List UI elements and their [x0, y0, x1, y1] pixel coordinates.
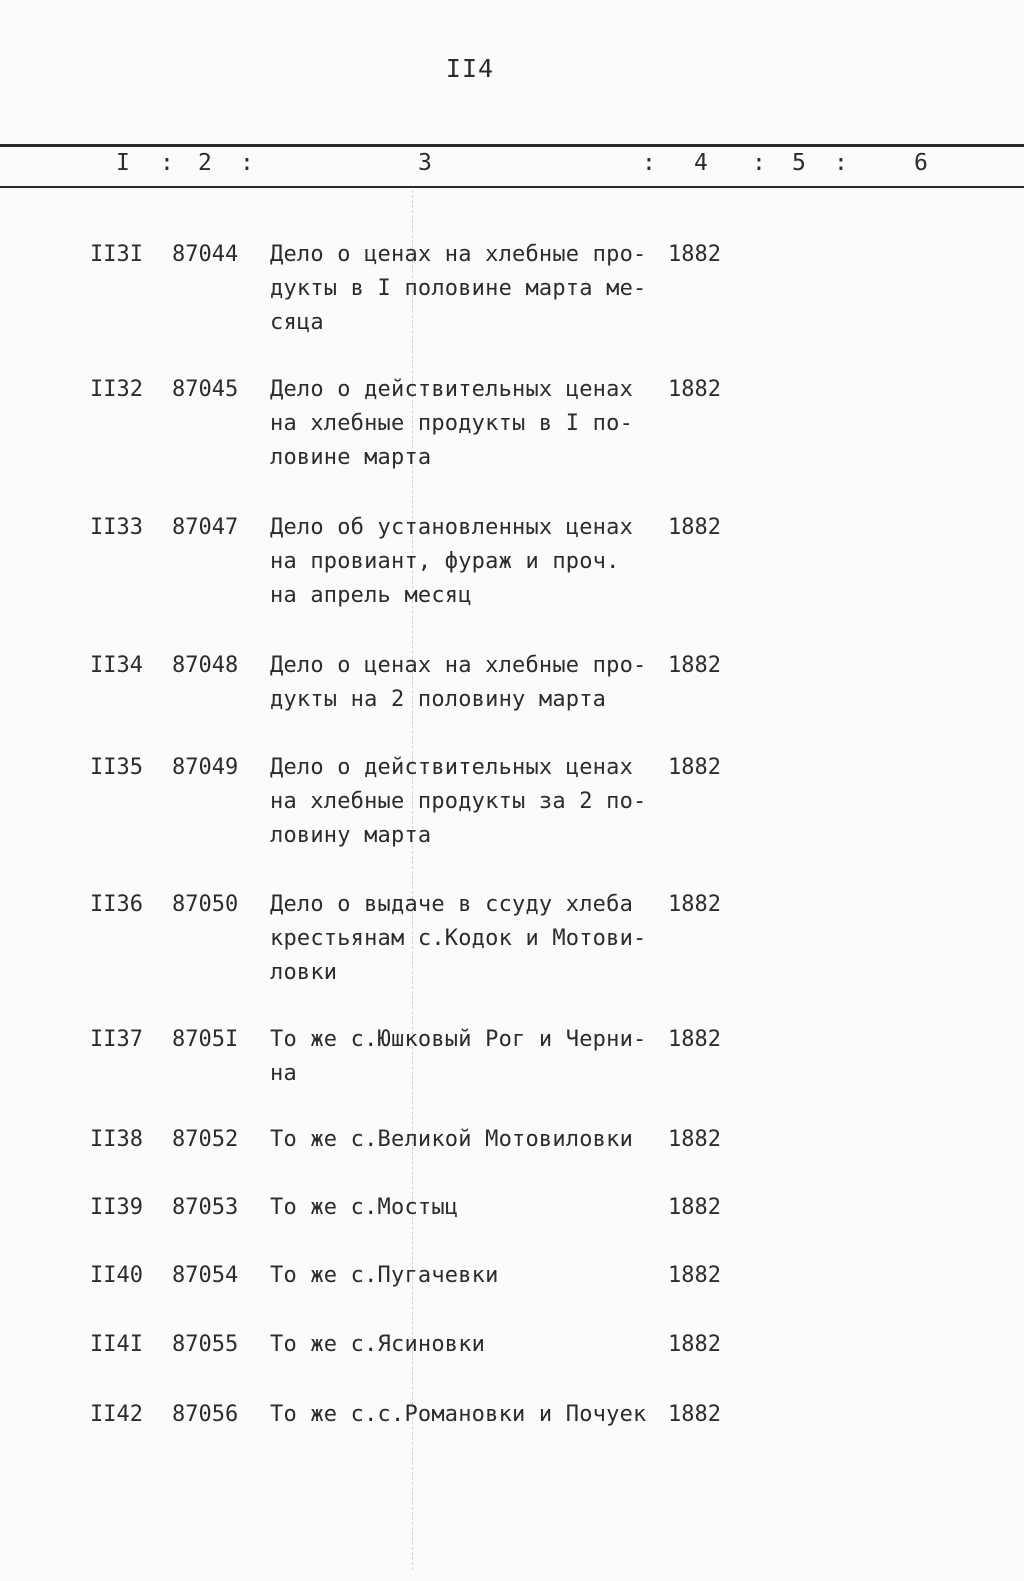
entry-code: 87044: [172, 242, 239, 267]
entry-year: 1882: [668, 1402, 721, 1427]
entry-title: Дело о ценах на хлебные про- дукты в I половине марта ме- сяца: [270, 242, 647, 335]
entry-code: 87056: [172, 1402, 239, 1427]
entry-title: То же с.Юшковый Рог и Черни- на: [270, 1027, 647, 1086]
entry-title: Дело о действительных ценах на хлебные продукты за 2 по- ловину марта: [270, 755, 647, 848]
entry-year: 1882: [668, 653, 721, 678]
entry-number: II3I: [90, 242, 143, 267]
entry-title: Дело о действительных ценах на хлебные продукты в I по- ловине марта: [270, 377, 634, 470]
entry-number: II35: [90, 755, 143, 780]
entry-code: 87055: [172, 1332, 239, 1357]
entry-code: 87052: [172, 1127, 239, 1152]
column-header-4: 4: [694, 150, 708, 176]
entry-code: 87049: [172, 755, 239, 780]
column-separator: :: [752, 150, 766, 176]
entry-code: 87045: [172, 377, 239, 402]
column-separator: :: [642, 150, 656, 176]
entry-number: II39: [90, 1195, 143, 1220]
entry-title: Дело об установленных ценах на провиант, фураж и проч. на апрель месяц: [270, 515, 634, 608]
entry-title: То же с.Великой Мотовиловки: [270, 1127, 634, 1152]
column-header-5: 5: [792, 150, 806, 176]
column-header-6: 6: [914, 150, 928, 176]
column-header-1: I: [116, 150, 130, 176]
column-separator: :: [240, 150, 254, 176]
entry-year: 1882: [668, 515, 721, 540]
entry-number: II4I: [90, 1332, 143, 1357]
entry-code: 87048: [172, 653, 239, 678]
entry-code: 87047: [172, 515, 239, 540]
entry-title: То же с.Мостыц: [270, 1195, 459, 1220]
column-header-2: 2: [198, 150, 212, 176]
entry-code: 87053: [172, 1195, 239, 1220]
entry-title: Дело о ценах на хлебные про- дукты на 2 половину марта: [270, 653, 647, 712]
entry-number: II40: [90, 1263, 143, 1288]
column-separator: :: [834, 150, 848, 176]
entry-year: 1882: [668, 755, 721, 780]
entry-number: II32: [90, 377, 143, 402]
entry-number: II33: [90, 515, 143, 540]
entry-year: 1882: [668, 1332, 721, 1357]
entry-year: 1882: [668, 377, 721, 402]
column-header-3: 3: [418, 150, 432, 176]
entry-number: II38: [90, 1127, 143, 1152]
column-separator: :: [160, 150, 174, 176]
entry-year: 1882: [668, 1263, 721, 1288]
entry-code: 8705I: [172, 1027, 239, 1052]
entry-year: 1882: [668, 1027, 721, 1052]
entry-year: 1882: [668, 1195, 721, 1220]
entry-title: То же с.с.Романовки и Почуек: [270, 1402, 647, 1427]
entry-number: II36: [90, 892, 143, 917]
entry-code: 87050: [172, 892, 239, 917]
entry-year: 1882: [668, 892, 721, 917]
entry-number: II37: [90, 1027, 143, 1052]
entry-code: 87054: [172, 1263, 239, 1288]
entry-title: Дело о выдаче в ссуду хлеба крестьянам с.Кодок и Мотови- ловки: [270, 892, 647, 985]
entry-title: То же с.Ясиновки: [270, 1332, 486, 1357]
entry-number: II42: [90, 1402, 143, 1427]
entry-number: II34: [90, 653, 143, 678]
entry-year: 1882: [668, 1127, 721, 1152]
entry-year: 1882: [668, 242, 721, 267]
entry-title: То же с.Пугачевки: [270, 1263, 499, 1288]
page-number: II4: [445, 54, 495, 83]
